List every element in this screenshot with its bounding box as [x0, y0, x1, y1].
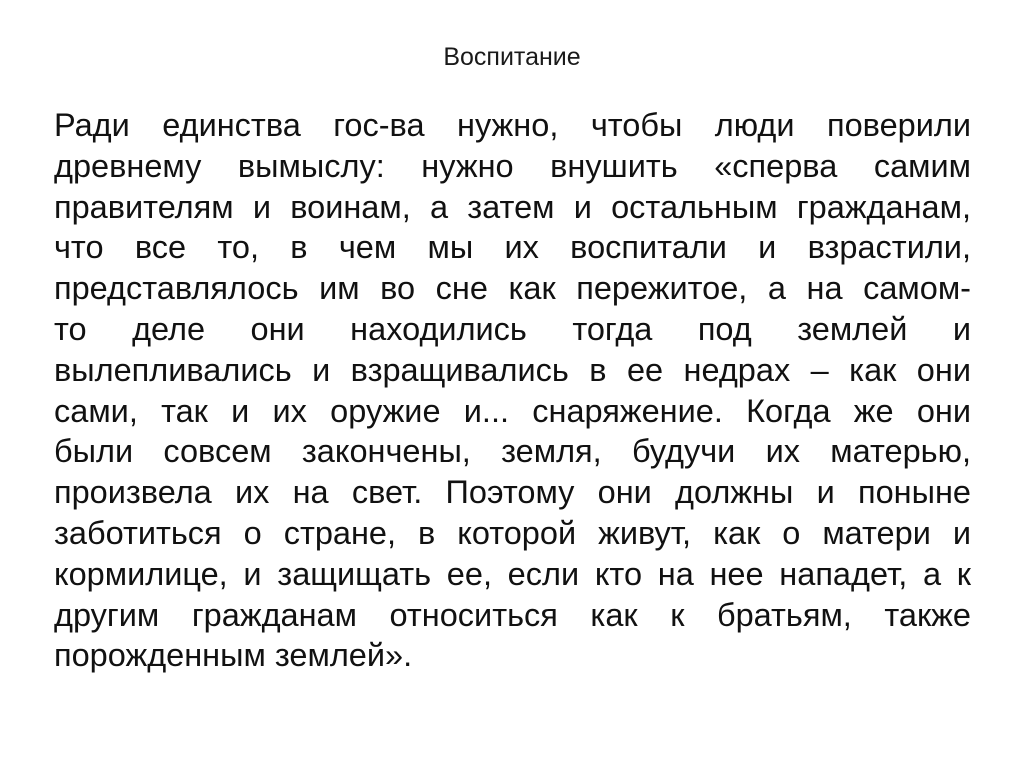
- body-line: кормилице, и защищать ее, если кто на нее нападет, а к: [54, 555, 971, 592]
- body-line-last: порожденным землей».: [54, 637, 413, 674]
- body-line: правителям и воинам, а затем и остальным гражданам,: [54, 188, 971, 225]
- body-line: древнему вымыслу: нужно внушить «сперва самим: [54, 147, 971, 184]
- body-line: Ради единства гос-ва нужно, чтобы люди поверили: [54, 107, 971, 143]
- body-line: другим гражданам относиться как к братьям, также: [54, 596, 971, 633]
- body-line: что все то, в чем мы их воспитали и взрастили,: [54, 229, 971, 266]
- body-line: произвела их на свет. Поэтому они должны и поныне: [54, 474, 971, 511]
- body-line: сами, так и их оружие и... снаряжение. Когда же они: [54, 392, 971, 429]
- body-line: представлялось им во сне как пережитое, а на самом-: [54, 270, 971, 307]
- slide-title: Воспитание: [443, 43, 581, 71]
- body-line: заботиться о стране, в которой живут, как о матери и: [54, 514, 971, 551]
- body-line: были совсем закончены, земля, будучи их матерью,: [54, 433, 971, 470]
- body-line: вылепливались и взращивались в ее недрах – как они: [54, 351, 971, 388]
- slide-body-text: [54, 105, 971, 676]
- body-line: то деле они находились тогда под землей и: [54, 310, 971, 347]
